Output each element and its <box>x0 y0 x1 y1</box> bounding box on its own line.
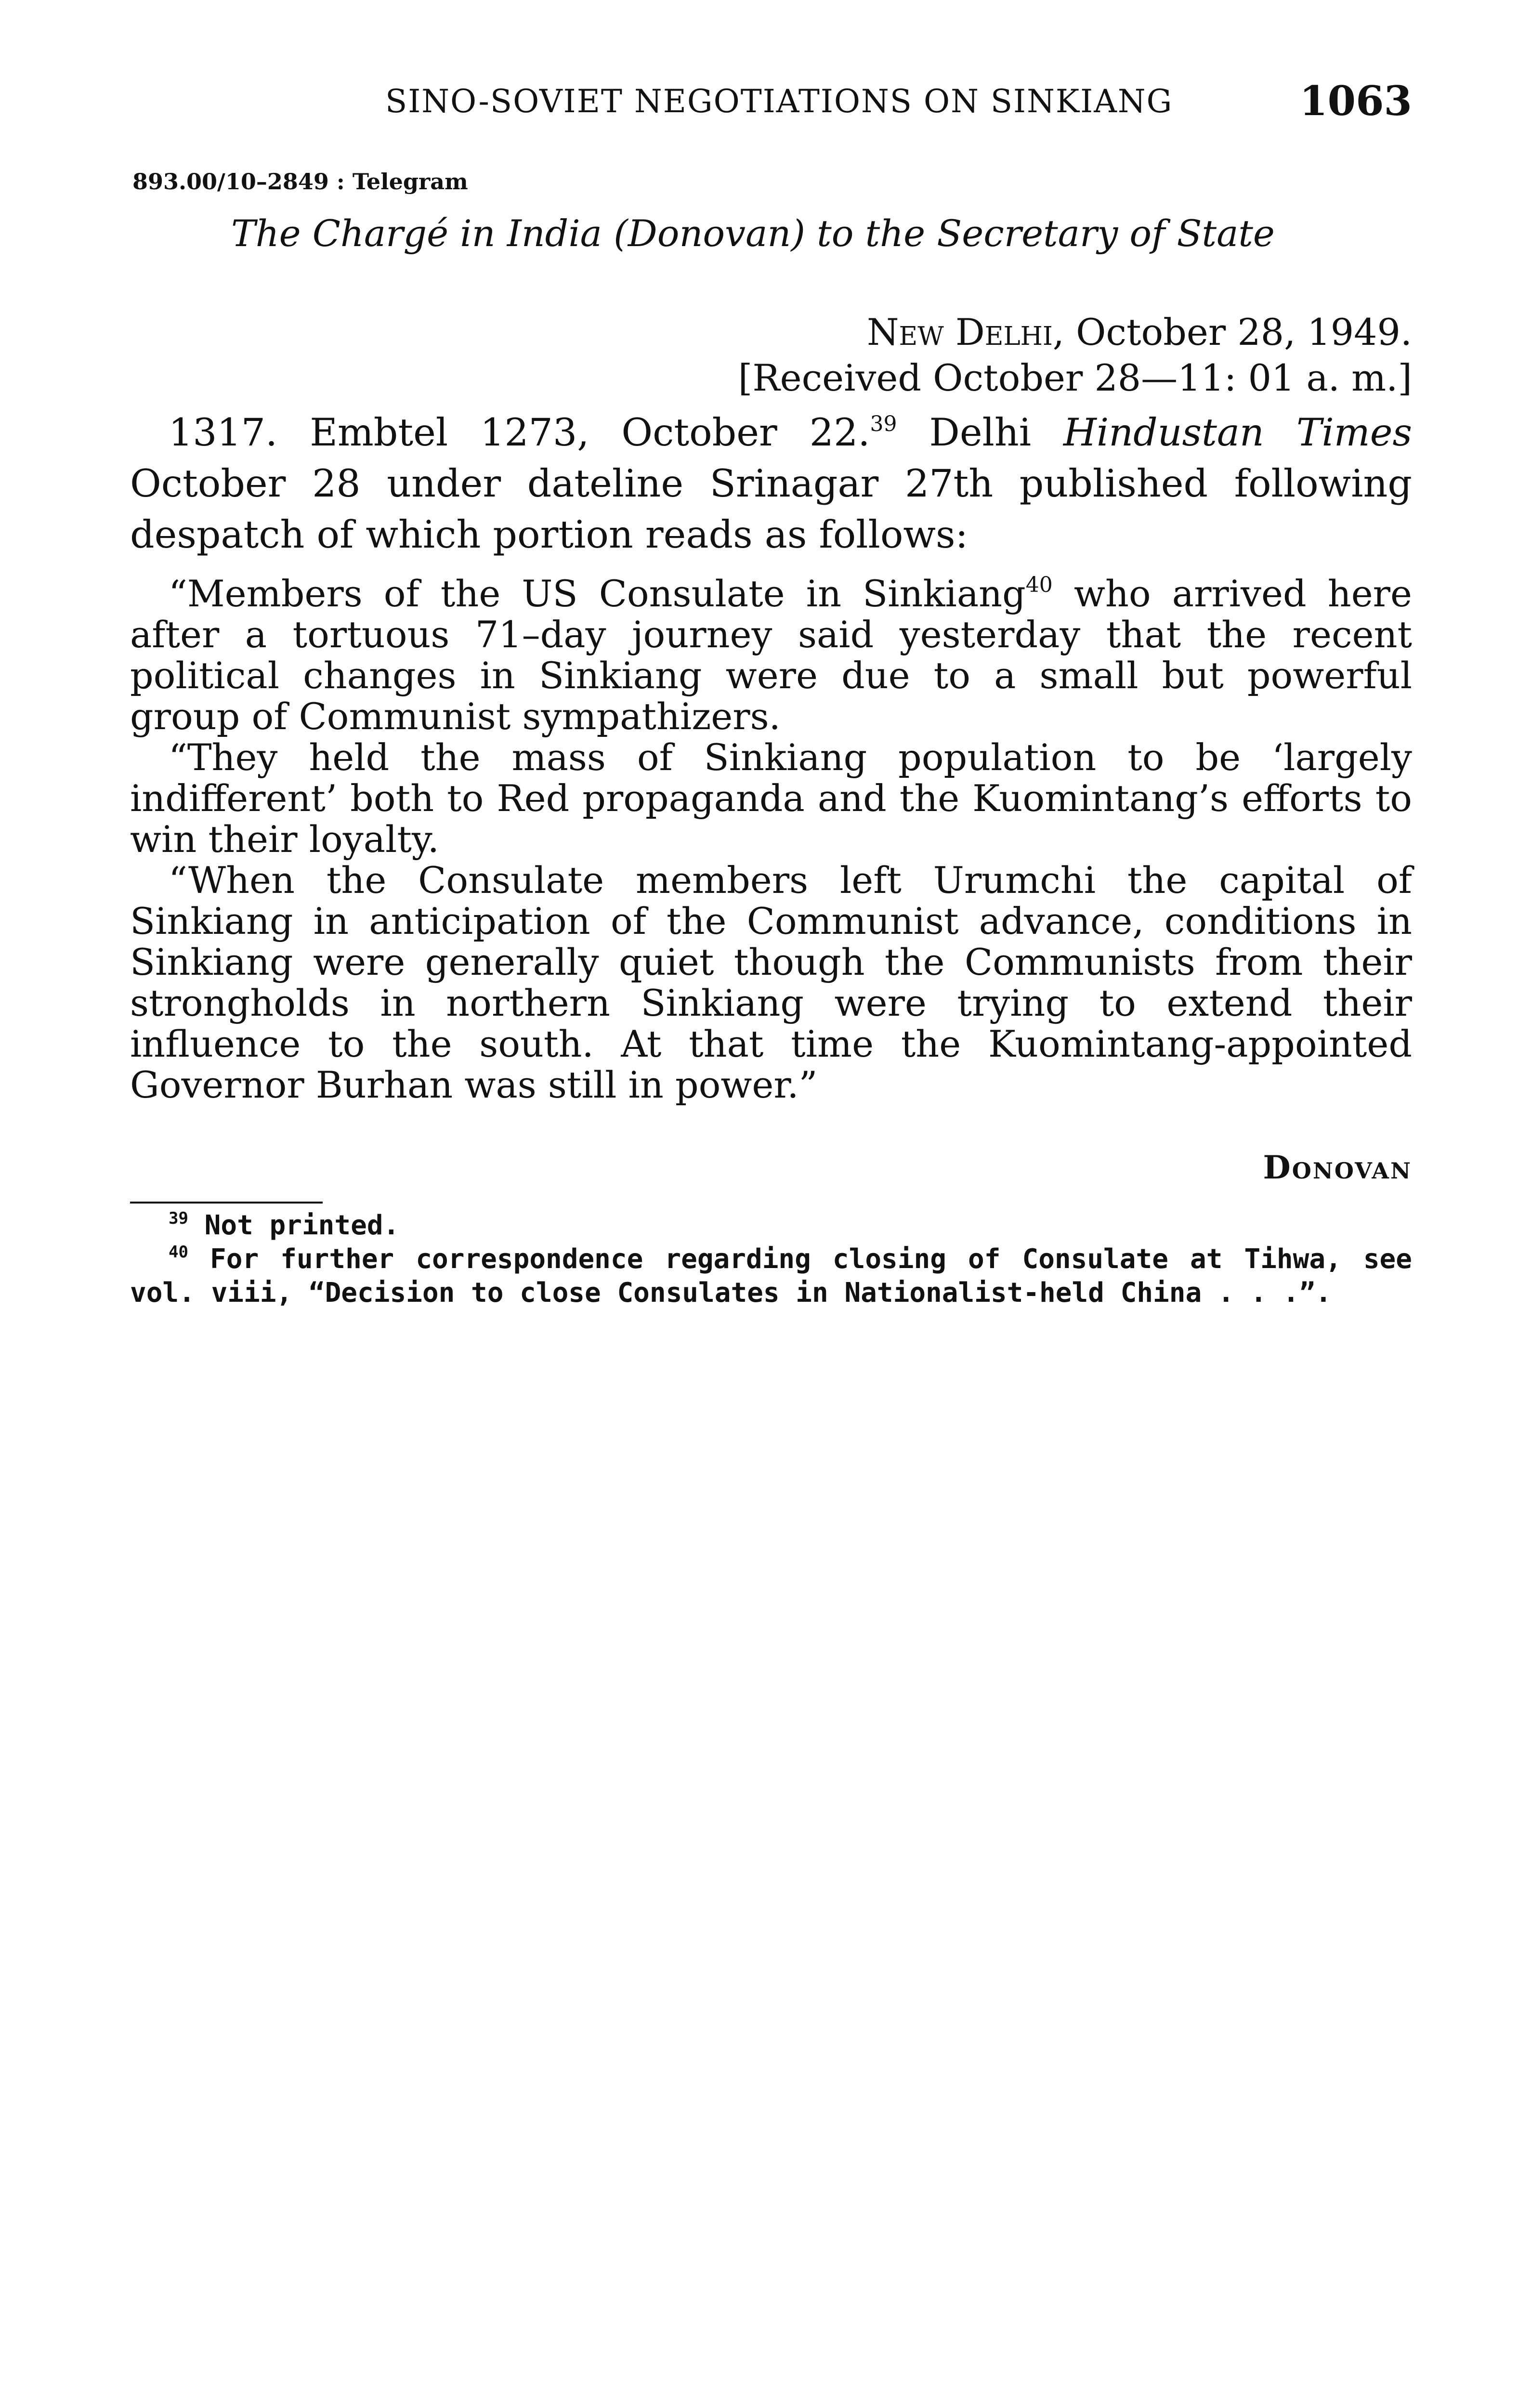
body-part-2: Delhi <box>897 410 1064 455</box>
file-reference: 893.00/10–2849 : Telegram <box>132 169 468 195</box>
dateline-date: , October 28, 1949. <box>1052 311 1412 353</box>
body-part-1: 1317. Embtel 1273, October 22. <box>169 410 870 455</box>
quote-p1-a: “Members of the US Consulate in Sinkiang <box>169 572 1026 615</box>
dateline-place: New Delhi <box>867 311 1053 353</box>
footnote-40 <box>130 1243 1412 1310</box>
running-head: SINO-SOVIET NEGOTIATIONS ON SINKIANG <box>385 83 1173 120</box>
received-line: [Received October 28—11: 01 a. m.] <box>738 356 1412 399</box>
quote-p1-b: who arrived here after a tortuous 71–day journey said yesterday that the recent political changes in Sinkiang were due to a small but powerful group of Communist sympathizers. <box>130 572 1412 738</box>
quoted-despatch <box>130 573 1412 1105</box>
dateline <box>867 311 1412 353</box>
signature: Donovan <box>1263 1149 1412 1186</box>
footnote-text: Not printed. <box>204 1210 400 1241</box>
quote-paragraph-3: “When the Consulate members left Urumchi the capital of Sinkiang in anticipation of the Communist advance, conditions in Sinkiang were generally quiet though the Communists from their strongholds in northern Sinkiang were trying to extend their influence to the south. At that time the Kuomintang-appointed Governor Burhan was still in power.” <box>130 859 1412 1106</box>
footnotes <box>130 1209 1412 1310</box>
page-number: 1063 <box>1299 77 1412 125</box>
document-title: The Chargé in India (Donovan) to the Secretary of State <box>231 212 1275 255</box>
newspaper-name: Hindustan Times <box>1063 410 1413 455</box>
telegram-body <box>130 407 1412 560</box>
quote-paragraph-1 <box>130 573 1412 737</box>
quote-paragraph-2: “They held the mass of Sinkiang population to be ‘largely indifferent’ both to Red propaganda and the Kuomintang’s efforts to win their loyalty. <box>130 736 1412 861</box>
footnote-39 <box>130 1209 1412 1243</box>
footnote-number: 40 <box>169 1243 188 1262</box>
footnote-number: 39 <box>169 1209 188 1228</box>
footnote-ref-40: 40 <box>1025 573 1053 597</box>
footnote-ref-39: 39 <box>870 412 897 436</box>
footnote-text: For further correspondence regarding closing of Consulate at Tihwa, see vol. viii, “Decision to close Consulates in Nationalist-held China . . .”. <box>130 1243 1412 1309</box>
footnote-divider <box>130 1202 323 1204</box>
body-part-3: October 28 under dateline Srinagar 27th published following despatch of which portion reads as follows: <box>130 461 1412 557</box>
